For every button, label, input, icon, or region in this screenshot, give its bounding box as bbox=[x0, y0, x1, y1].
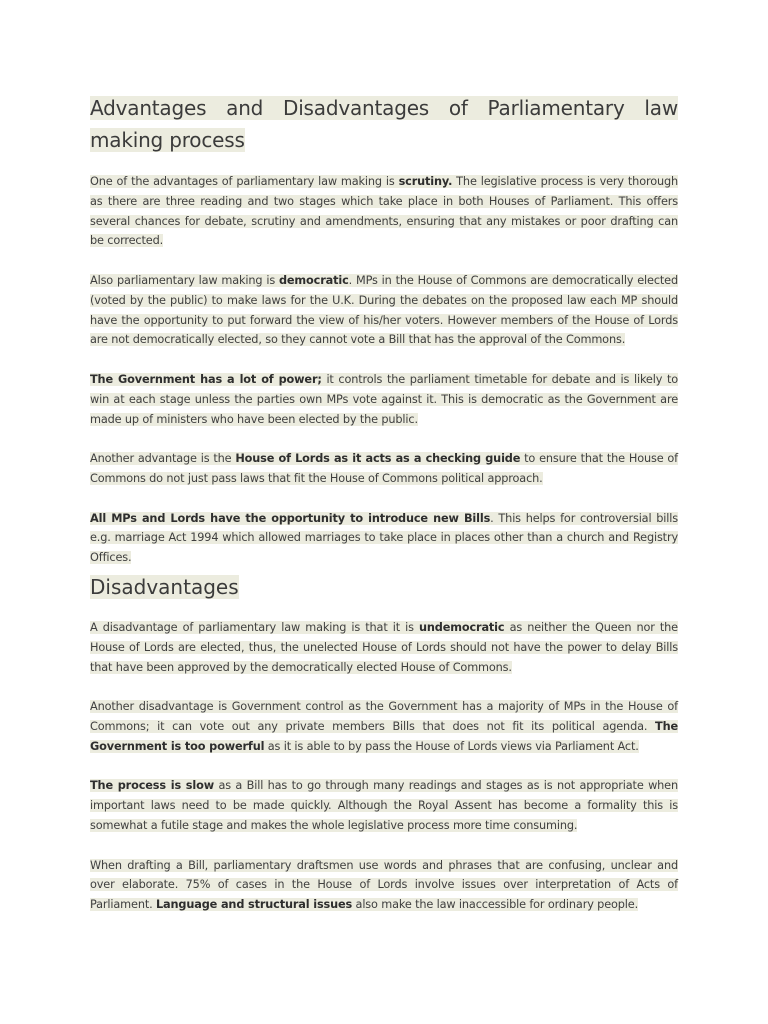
paragraph-drafting-language bbox=[90, 856, 678, 915]
paragraph-democratic bbox=[90, 271, 678, 350]
text-run: it controls the parliament timetable for debate and is likely to win at each stage unless the parties own MPs vote against it. This is democratic as the Government are made up of ministers who have been elected by the public. bbox=[90, 372, 678, 426]
paragraph-government-control bbox=[90, 697, 678, 756]
disadvantages-section bbox=[90, 618, 678, 915]
text-run: . MPs in the House of Commons are democratically elected (voted by the public) to make laws for the U.K. During the debates on the proposed law each MP should have the opportunity to put forward the view of his/her voters. However members of the House of Lords are not democratically elected, so they cannot vote a Bill that has the approval of the Commons. bbox=[90, 273, 678, 347]
paragraph-text bbox=[90, 621, 678, 674]
paragraph-undemocratic bbox=[90, 618, 678, 677]
text-run: as it is able to by pass the House of Lords views via Parliament Act. bbox=[264, 739, 639, 753]
section-heading-disadvantages bbox=[90, 572, 678, 602]
paragraph-text bbox=[90, 859, 678, 912]
paragraph-government-power bbox=[90, 370, 678, 429]
paragraph-text bbox=[90, 512, 678, 565]
paragraph-new-bills bbox=[90, 509, 678, 568]
paragraph-text bbox=[90, 274, 678, 346]
advantages-section bbox=[90, 172, 678, 568]
text-run: The legislative process is very thorough as there are three reading and two stages which take place in both Houses of Parliament. This offers several chances for debate, scrutiny and amendments, ensuring that any mistakes or poor drafting can be corrected. bbox=[90, 175, 678, 248]
text-run: Another advantage is the bbox=[90, 452, 236, 466]
text-run: as a Bill has to go through many readings and stages as is not appropriate when important laws need to be made quickly. Although the Royal Assent has become a formality this is somewhat a futile stage and makes the whole legislative process more time consuming. bbox=[90, 779, 678, 832]
paragraph-text bbox=[90, 779, 678, 832]
paragraph-text bbox=[90, 452, 678, 485]
paragraph-process-slow bbox=[90, 776, 678, 835]
text-run: A disadvantage of parliamentary law making is that it is bbox=[90, 620, 420, 634]
subheading-block bbox=[90, 572, 678, 602]
document-title bbox=[90, 92, 678, 156]
paragraph-text bbox=[90, 175, 678, 247]
document-page bbox=[90, 92, 678, 915]
text-run: Another disadvantage is Government control as the Government has a majority of MPs in the House of Commons; it can vote out any private members Bills that does not fit its political agenda. bbox=[90, 700, 678, 733]
text-run: as neither the Queen nor the House of Lords are elected, thus, the unelected House of Lords should not have the power to delay Bills that have been approved by the democratically elected House of Commons. bbox=[90, 620, 678, 674]
text-run: to ensure that the House of Commons do not just pass laws that fit the House of Commons political approach. bbox=[90, 452, 678, 485]
title-block bbox=[90, 92, 678, 156]
text-run: also make the law inaccessible for ordinary people. bbox=[352, 898, 639, 912]
bold-phrase: The process is slow bbox=[90, 779, 214, 793]
bold-phrase: House of Lords as it acts as a checking guide bbox=[235, 452, 521, 466]
subheading-text: Disadvantages bbox=[90, 574, 239, 599]
paragraph-text bbox=[90, 373, 678, 426]
paragraph-house-of-lords bbox=[90, 449, 678, 489]
text-run: Also parliamentary law making is bbox=[90, 273, 279, 287]
text-run: . This helps for controversial bills e.g. marriage Act 1994 which allowed marriages to take place in places other than a church and Registry Offices. bbox=[90, 511, 678, 565]
bold-phrase: The Government is too powerful bbox=[90, 719, 678, 753]
title-text: Advantages and Disadvantages of Parliamentary law making process bbox=[90, 96, 678, 152]
text-run: When drafting a Bill, parliamentary draftsmen use words and phrases that are confusing, unclear and over elaborate. 75% of cases in the House of Lords involve issues over interpretation of Acts of Parliament. bbox=[90, 858, 678, 912]
bold-phrase: The Government has a lot of power; bbox=[90, 372, 322, 386]
bold-phrase: All MPs and Lords have the opportunity to introduce new Bills bbox=[90, 511, 491, 525]
paragraph-text bbox=[90, 700, 678, 753]
paragraph-scrutiny bbox=[90, 172, 678, 251]
text-run: One of the advantages of parliamentary law making is bbox=[90, 175, 399, 188]
bold-phrase: democratic bbox=[278, 273, 349, 287]
bold-phrase: undemocratic bbox=[419, 620, 505, 634]
bold-phrase: scrutiny. bbox=[398, 175, 453, 188]
bold-phrase: Language and structural issues bbox=[156, 898, 353, 912]
